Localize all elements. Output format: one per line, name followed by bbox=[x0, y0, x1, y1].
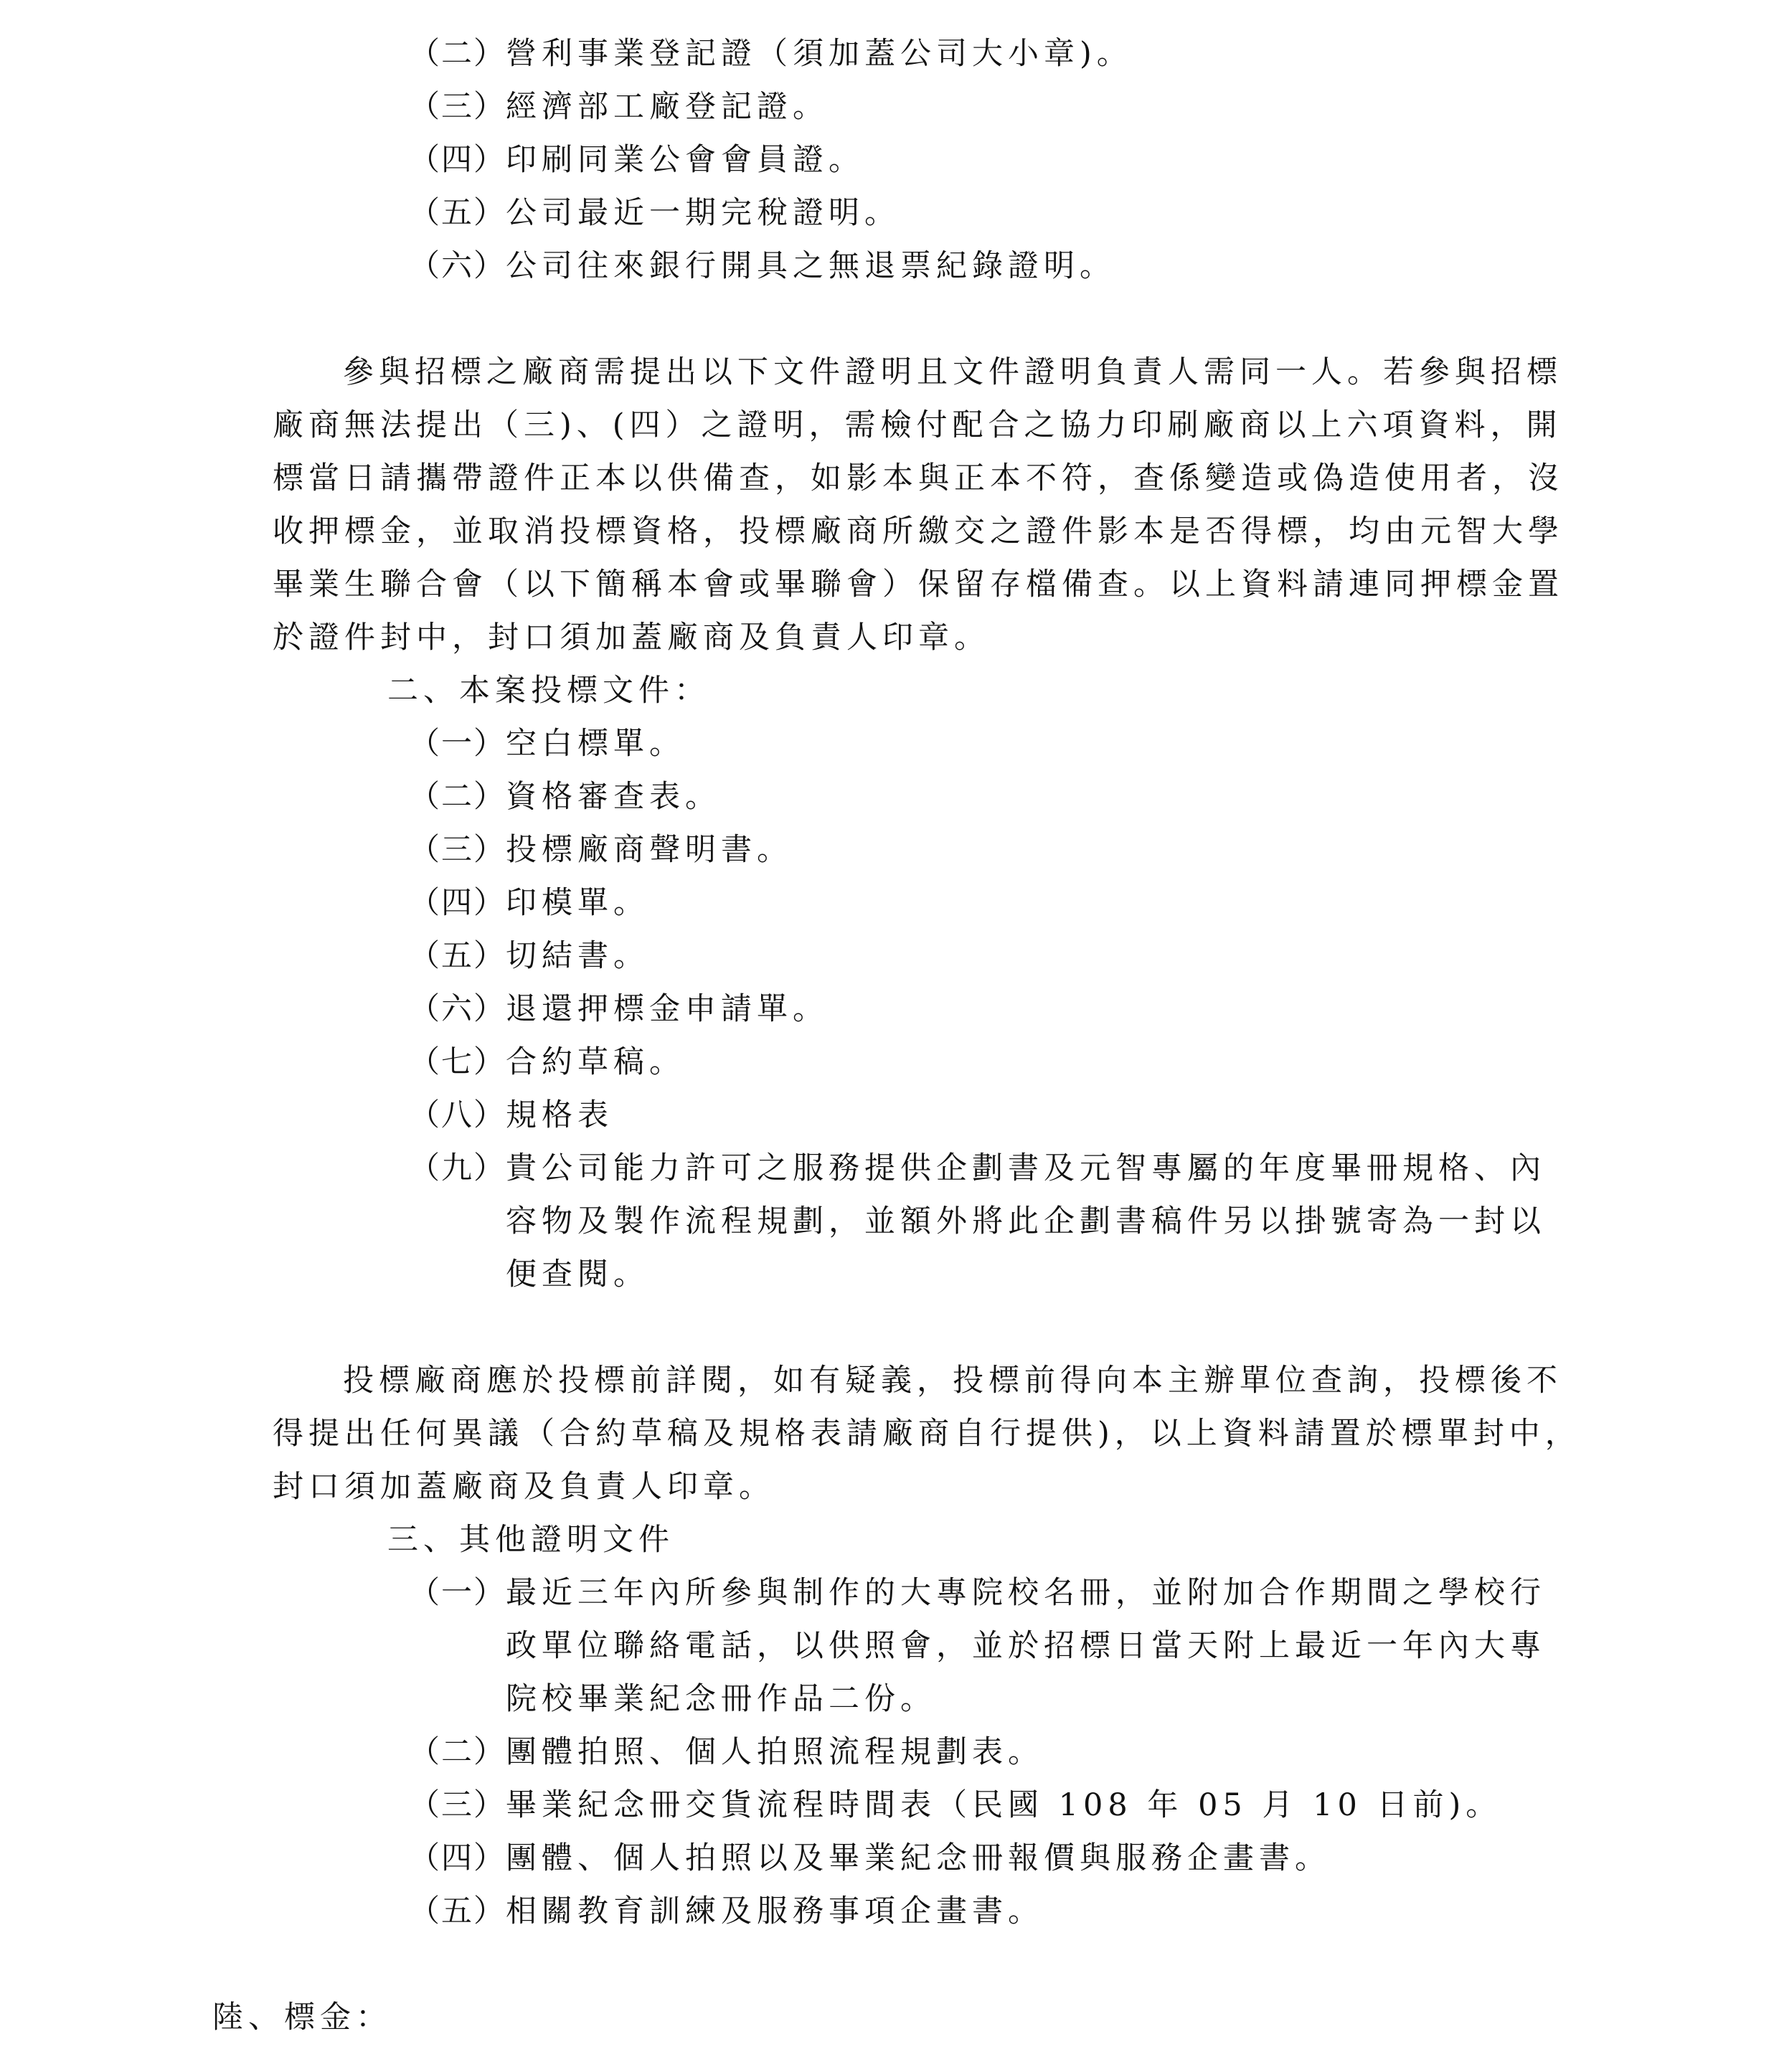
list-item-label: （四） bbox=[409, 885, 506, 921]
list-item-text: 最近三年內所參與制作的大專院校名冊，並附加合作期間之學校行 bbox=[506, 1575, 1546, 1611]
list-item-continuation: 便查閱。 bbox=[506, 1257, 649, 1292]
list-item-text: 公司最近一期完稅證明。 bbox=[506, 195, 900, 231]
list-item-label: （五） bbox=[409, 195, 506, 231]
list-item bbox=[409, 186, 900, 240]
list-item-text: 團體、個人拍照以及畢業紀念冊報價與服務企畫書。 bbox=[506, 1840, 1331, 1876]
paragraph-line: 標當日請攜帶證件正本以供備查，如影本與正本不符，查係變造或偽造使用者，沒 bbox=[273, 460, 1564, 496]
list-item-label: （三） bbox=[409, 1787, 506, 1823]
list-item-text: 合約草稿。 bbox=[506, 1044, 685, 1080]
paragraph-line: 於證件封中，封口須加蓋廠商及負責人印章。 bbox=[273, 620, 990, 656]
list-item-label: （二） bbox=[409, 779, 506, 815]
list-item bbox=[409, 27, 1133, 80]
section-title: 陸、標金： bbox=[212, 2000, 392, 2035]
list-item-text: 投標廠商聲明書。 bbox=[506, 832, 793, 868]
section-heading: 三、其他證明文件 bbox=[387, 1522, 674, 1558]
list-item bbox=[409, 929, 649, 983]
list-item-label: （四） bbox=[409, 142, 506, 178]
paragraph-line: 投標廠商應於投標前詳閱，如有疑義，投標前得向本主辦單位查詢，投標後不 bbox=[343, 1363, 1562, 1399]
list-item bbox=[409, 1089, 613, 1142]
paragraph-line: 封口須加蓋廠商及負責人印章。 bbox=[273, 1469, 775, 1505]
list-item-text: 營利事業登記證（須加蓋公司大小章)。 bbox=[506, 36, 1133, 72]
paragraph-line: 得提出任何異議（合約草稿及規格表請廠商自行提供)，以上資料請置於標單封中， bbox=[273, 1416, 1581, 1452]
list-item bbox=[409, 717, 685, 770]
list-item-label: （一） bbox=[409, 1575, 506, 1611]
list-item-continuation: 政單位聯絡電話，以供照會，並於招標日當天附上最近一年內大專 bbox=[506, 1628, 1546, 1664]
list-item-label: （九） bbox=[409, 1150, 506, 1186]
list-item-label: （六） bbox=[409, 991, 506, 1027]
list-item-text: 資格審查表。 bbox=[506, 779, 721, 815]
list-item bbox=[409, 770, 721, 823]
list-item bbox=[409, 1036, 685, 1089]
list-item bbox=[409, 876, 649, 929]
list-item-label: （五） bbox=[409, 938, 506, 974]
list-item-label: （二） bbox=[409, 1734, 506, 1770]
list-item-text: 相關教育訓練及服務事項企畫書。 bbox=[506, 1893, 1044, 1929]
list-item-label: （五） bbox=[409, 1893, 506, 1929]
list-item-text: 畢業紀念冊交貨流程時間表（民國 108 年 05 月 10 日前)。 bbox=[506, 1787, 1502, 1823]
list-item-label: （八） bbox=[409, 1097, 506, 1133]
list-item bbox=[409, 1726, 1044, 1779]
list-item-text: 切結書。 bbox=[506, 938, 649, 974]
list-item-text: 印模單。 bbox=[506, 885, 649, 921]
list-item bbox=[409, 240, 1115, 293]
list-item-continuation: 院校畢業紀念冊作品二份。 bbox=[506, 1681, 936, 1717]
list-item-label: （二） bbox=[409, 36, 506, 72]
list-item bbox=[409, 1779, 1501, 1832]
list-item-text: 經濟部工廠登記證。 bbox=[506, 89, 829, 125]
list-item bbox=[409, 983, 829, 1036]
list-item bbox=[409, 80, 829, 133]
list-item bbox=[409, 1832, 1331, 1885]
list-item-text: 規格表 bbox=[506, 1097, 613, 1133]
paragraph-line: 收押標金，並取消投標資格，投標廠商所繳交之證件影本是否得標，均由元智大學 bbox=[273, 514, 1564, 549]
list-item-text: 印刷同業公會會員證。 bbox=[506, 142, 864, 178]
list-item-label: （七） bbox=[409, 1044, 506, 1080]
list-item-text: 團體拍照、個人拍照流程規劃表。 bbox=[506, 1734, 1044, 1770]
list-item bbox=[409, 1885, 1044, 1938]
list-item-text: 空白標單。 bbox=[506, 726, 685, 762]
list-item-label: （三） bbox=[409, 832, 506, 868]
paragraph-line: 畢業生聯合會（以下簡稱本會或畢聯會）保留存檔備查。以上資料請連同押標金置 bbox=[273, 567, 1564, 602]
paragraph-line: 廠商無法提出（三)、(四）之證明，需檢付配合之協力印刷廠商以上六項資料，開 bbox=[273, 407, 1562, 443]
list-item-label: （四） bbox=[409, 1840, 506, 1876]
list-item bbox=[409, 823, 793, 876]
list-item bbox=[409, 133, 864, 186]
paragraph-line: 參與招標之廠商需提出以下文件證明且文件證明負責人需同一人。若參與招標 bbox=[343, 354, 1562, 390]
list-item bbox=[409, 1142, 1546, 1195]
section-heading: 二、本案投標文件： bbox=[387, 673, 710, 709]
list-item bbox=[409, 1566, 1546, 1619]
list-item-label: （一） bbox=[409, 726, 506, 762]
list-item-continuation: 容物及製作流程規劃，並額外將此企劃書稿件另以掛號寄為一封以 bbox=[506, 1203, 1546, 1239]
list-item-text: 退還押標金申請單。 bbox=[506, 991, 829, 1027]
list-item-text: 貴公司能力許可之服務提供企劃書及元智專屬的年度畢冊規格、內 bbox=[506, 1150, 1546, 1186]
list-item-label: （三） bbox=[409, 89, 506, 125]
list-item-text: 公司往來銀行開具之無退票紀錄證明。 bbox=[506, 248, 1115, 284]
list-item-label: （六） bbox=[409, 248, 506, 284]
